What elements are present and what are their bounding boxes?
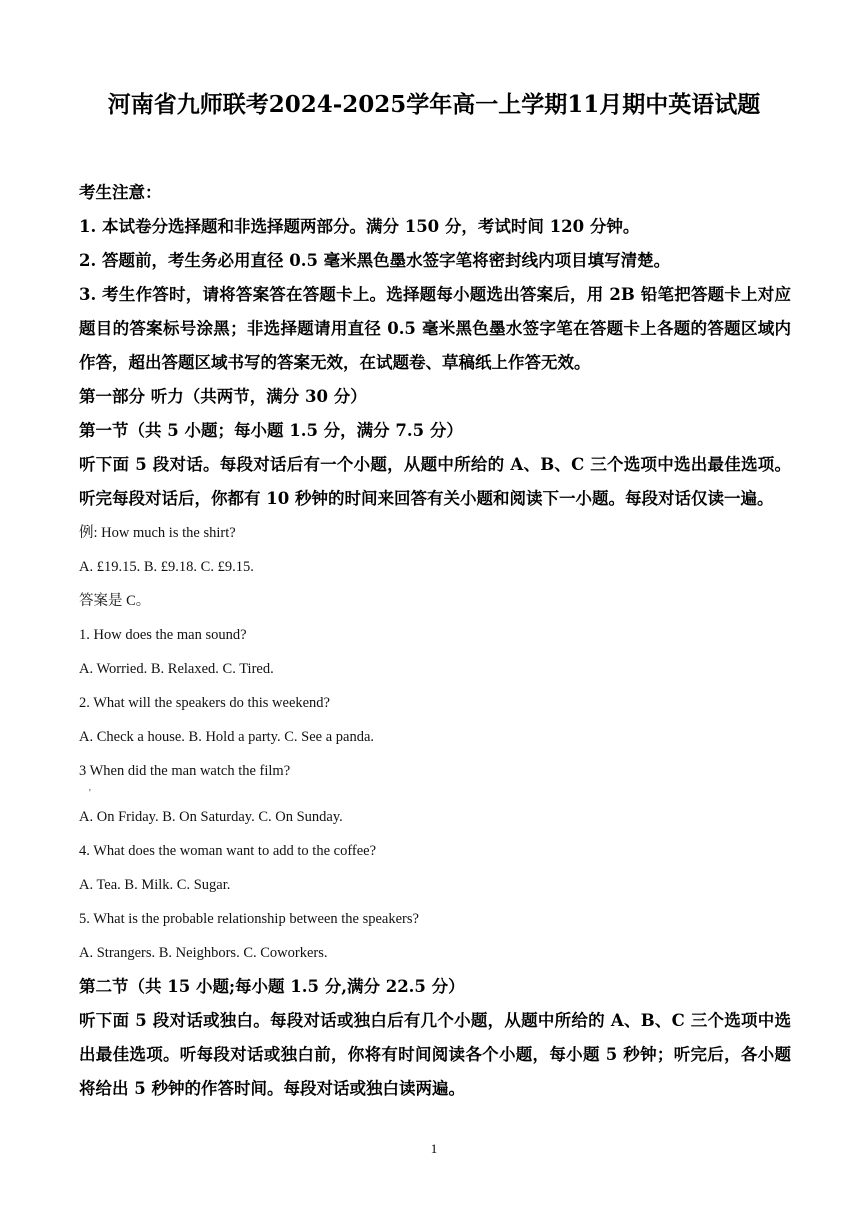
question-5-options: A. Strangers. B. Neighbors. C. Coworkers.	[79, 945, 328, 961]
page-number: 1	[430, 1141, 438, 1156]
example-answer: 答案是 C。	[79, 593, 151, 609]
section1-heading: 第一节（共 5 小题；每小题 1.5 分，满分 7.5 分）	[79, 421, 463, 440]
document-body	[79, 176, 791, 1106]
example-options: A. £19.15. B. £9.18. C. £9.15.	[79, 559, 254, 575]
question-5: 5. What is the probable relationship between the speakers?	[79, 911, 419, 927]
question-3: 3 When did the man watch the film?	[79, 763, 291, 779]
part1-heading: 第一部分 听力（共两节，满分 30 分）	[79, 387, 367, 406]
section2-heading: 第二节（共 15 小题;每小题 1.5 分,满分 22.5 分）	[79, 977, 465, 996]
question-2: 2. What will the speakers do this weekend?	[79, 695, 330, 711]
stray-mark: '	[89, 788, 91, 799]
section2-instructions: 听下面 5 段对话或独白。每段对话或独白后有几个小题，从题中所给的 A、B、C 三个选项中选出最佳选项。听每段对话或独白前，你将有时间阅读各个小题，每小题 5 秒钟；听完后，各小题将给出 5 秒钟的作答时间。每段对话或独白读两遍。	[79, 1011, 791, 1098]
notice-item-1: 1. 本试卷分选择题和非选择题两部分。满分 150 分，考试时间 120 分钟。	[79, 217, 640, 236]
question-3-options: A. On Friday. B. On Saturday. C. On Sunday.	[79, 809, 343, 825]
notice-item-3: 3. 考生作答时，请将答案答在答题卡上。选择题每小题选出答案后，用 2B 铅笔把答题卡上对应题目的答案标号涂黑；非选择题请用直径 0.5 毫米黑色墨水签字笔在答题卡上各题的答题区域内作答，超出答题区域书写的答案无效，在试题卷、草稿纸上作答无效。	[79, 285, 791, 372]
notice-item-2: 2. 答题前，考生务必用直径 0.5 毫米黑色墨水签字笔将密封线内项目填写清楚。	[79, 251, 671, 270]
notice-heading: 考生注意：	[79, 183, 162, 202]
question-1-options: A. Worried. B. Relaxed. C. Tired.	[79, 661, 274, 677]
question-4: 4. What does the woman want to add to the coffee?	[79, 843, 377, 859]
question-2-options: A. Check a house. B. Hold a party. C. See a panda.	[79, 729, 375, 745]
example-question: 例: How much is the shirt?	[79, 525, 236, 541]
section1-instructions: 听下面 5 段对话。每段对话后有一个小题，从题中所给的 A、B、C 三个选项中选出最佳选项。听完每段对话后，你都有 10 秒钟的时间来回答有关小题和阅读下一小题。每段对话仅读一遍。	[79, 455, 791, 508]
question-1: 1. How does the man sound?	[79, 627, 247, 643]
question-4-options: A. Tea. B. Milk. C. Sugar.	[79, 877, 231, 893]
page-title: 河南省九师联考2024-2025学年高一上学期11月期中英语试题	[107, 91, 761, 118]
